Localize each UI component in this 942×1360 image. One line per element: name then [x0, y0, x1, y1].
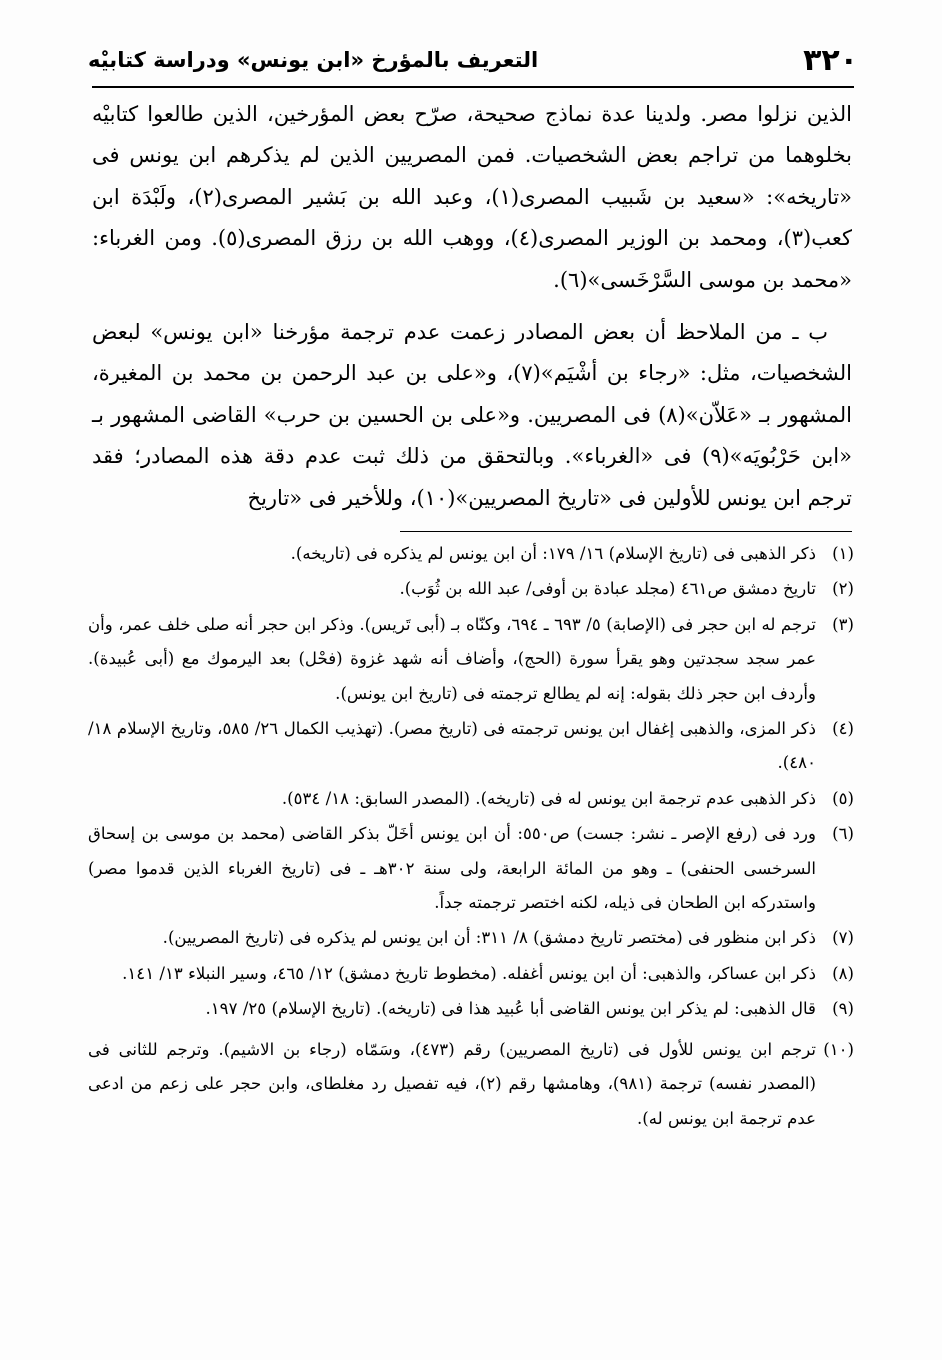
footnote-text: ذكر المزى، والذهبى إغفال ابن يونس ترجمته فى (تاريخ مصر). (تهذيب الكمال ٢٦/ ٥٨٥، وتاريخ الإسلام ١٨/ ٤٨٠). [88, 719, 816, 773]
footnote-marker: (٣) [832, 614, 854, 634]
footnote-text: ذكر الذهبى عدم ترجمة ابن يونس له فى (تاريخه). (المصدر السابق: ١٨/ ٥٣٤). [281, 788, 816, 808]
footnote-marker: (٨) [832, 963, 854, 983]
footnote-marker: (٥) [832, 788, 854, 808]
footnote-marker: (٩) [832, 999, 854, 1019]
footnote-text: ورد فى (رفع الإصر ـ نشر: جست) ص٥٥٠: أن ابن يونس أخَلّ بذكر القاضى (محمد بن موسى بن إسحاق السرخسى الحنفى) ـ وهو من المائة الرابعة، ولى سنة ٣٠٢هـ ـ فى (تاريخ الغرباء الذين قدموا مصر) واستدركه ابن الطحان فى ذيله، لكنه اختصر ترجمته جداً. [88, 824, 817, 913]
footnote-5 [88, 782, 854, 816]
footnote-text: ذكر ابن عساكر، والذهبى: أن ابن يونس أغفله. (مخطوط تاريخ دمشق) ١٢/ ٤٦٥، وسير النبلاء ١٣/ ١٤١. [122, 963, 816, 983]
footnote-8 [88, 957, 854, 991]
footnote-text: تاريخ دمشق ص٤٦١ (مجلد عبادة بن أوفى/ عبد الله بن ثُوَب). [399, 579, 816, 599]
footnote-text: قال الذهبى: لم يذكر ابن يونس القاضى أبا عُبيد هذا فى (تاريخه). (تاريخ الإسلام) ٢٥/ ١٩٧. [205, 999, 816, 1019]
footnote-text: ترجم له ابن حجر فى (الإصابة) ٥/ ٦٩٣ ـ ٦٩٤، وكنّاه بـ (أبى تَريس). وذكر ابن حجر أنه صلى خلف عمر، وأن عمر سجد سجدتين وهو يقرأ سورة (الحج)، وأضاف أنه شهد غزوة (فحْل) بعد اليرموك مع (أبى عُبيدة). وأردف ابن حجر ذلك بقوله: إنه لم يطالع ترجمته فى (تاريخ ابن يونس). [88, 614, 816, 703]
footnote-divider [400, 531, 852, 532]
footnote-text: ترجم ابن يونس للأول فى (تاريخ المصريين) رقم (٤٧٣)، وسَمّاه (رجاء بن الاشيم). وترجم للثانى فى (المصدر نفسه) ترجمة (٩٨١)، وهامشها رقم (٢)، فيه تفصيل رد مغلطاى، وابن حجر على زعم من ادعى عدم ترجمة ابن يونس له). [88, 1039, 816, 1128]
footnote-text: ذكر الذهبى فى (تاريخ الإسلام) ١٦/ ١٧٩: أن ابن يونس لم يذكره فى (تاريخه). [290, 544, 816, 563]
footnote-marker: (٤) [832, 719, 854, 739]
footnote-6 [88, 817, 854, 920]
footnote-marker: (١٠) [823, 1039, 854, 1059]
main-text [92, 94, 852, 519]
paragraph-b: ب ـ من الملاحظ أن بعض المصادر زعمت عدم ترجمة مؤرخنا «ابن يونس» لبعض الشخصيات، مثل: «رجاء بن أشْيَم»(٧)، و«على بن عبد الرحمن بن محمد بن المغيرة، المشهور بـ «عَلاّن»(٨) فى المصريين. و«على بن الحسين بن حرب» القاضى المشهور بـ «ابن حَرْبُويَه»(٩) فى «الغرباء». وبالتحقق من ذلك ثبت عدم دقة هذه المصادر؛ فقد ترجم ابن يونس للأولين فى «تاريخ المصريين»(١٠)، وللأخير فى «تاريخ [92, 320, 852, 510]
page-number: ٣٢٠ [803, 42, 858, 78]
footnote-10 [88, 1033, 854, 1136]
page-header [88, 38, 858, 82]
footnotes [88, 537, 854, 1136]
footnote-marker: (٦) [832, 824, 854, 844]
footnote-9 [88, 992, 854, 1026]
footnote-4 [88, 712, 854, 781]
footnote-text: ذكر ابن منظور فى (مختصر تاريخ دمشق) ٨/ ٣١١: أن ابن يونس لم يذكره فى (تاريخ المصريين). [162, 928, 816, 948]
footnote-7 [88, 921, 854, 955]
footnote-marker: (٧) [832, 928, 854, 948]
paragraph-a: الذين نزلوا مصر. ولدينا عدة نماذج صحيحة، صرّح بعض المؤرخين، الذين طالعوا كتابيْه بخلوهما من تراجم بعض الشخصيات. فمن المصريين الذين لم يذكرهم ابن يونس فى «تاريخه»: «سعيد بن شَبيب المصرى(١)، وعبد الله بن بَشير المصرى(٢)، ولَبْدَة ابن كعب(٣)، ومحمد بن الوزير المصرى(٤)، ووهب الله بن رزق المصرى(٥). ومن الغرباء: «محمد بن موسى السَّرْخَسى»(٦). [92, 102, 852, 292]
footnote-1 [88, 537, 854, 571]
header-divider [92, 86, 854, 88]
footnote-marker: (١) [832, 544, 854, 563]
running-title: التعريف بالمؤرخ «ابن يونس» ودراسة كتابيْه [88, 48, 539, 72]
footnote-2 [88, 572, 854, 606]
footnote-3 [88, 608, 854, 711]
footnote-marker: (٢) [832, 579, 854, 599]
